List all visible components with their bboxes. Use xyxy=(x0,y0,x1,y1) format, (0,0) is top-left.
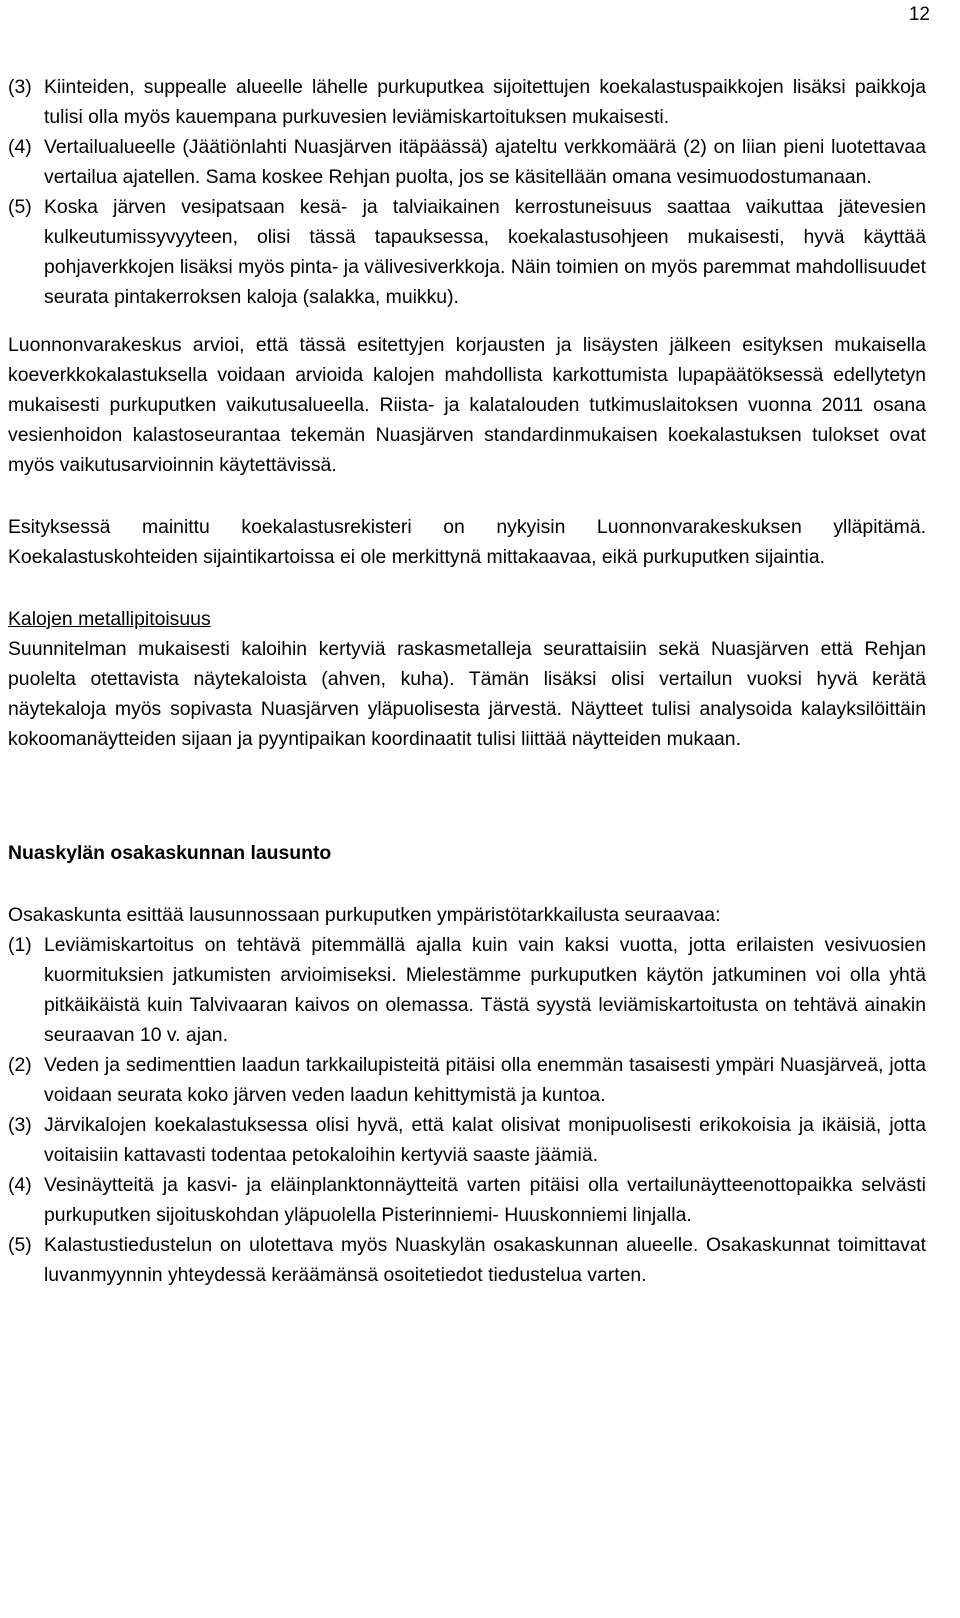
register-paragraph: Esityksessä mainittu koekalastusrekisteri on nykyisin Luonnonvarakeskuksen ylläpitämä. Koekalastuskohteiden sijaintikartoissa ei ole merkittynä mittakaavaa, eikä purkuputken sijaintia. xyxy=(8,516,926,568)
list-item-text: Kalastustiedustelun on ulotettava myös Nuaskylän osakaskunnan alueelle. Osakaskunnat toimittavat luvanmyynnin yhteydessä keräämänsä osoitetiedot tiedustelua varten. xyxy=(44,1234,926,1286)
list-item xyxy=(8,930,926,1050)
page-number: 12 xyxy=(908,4,930,25)
list-item-text: Järvikalojen koekalastuksessa olisi hyvä, että kalat olisivat monipuolisesti erikokoisia ja ikäisiä, jotta voitaisiin kattavasti todentaa petokaloihin kertyviä saaste jäämiä. xyxy=(44,1114,926,1166)
metals-paragraph: Suunnitelman mukaisesti kaloihin kertyviä raskasmetalleja seurattaisiin sekä Nuasjärven että Rehjan puolelta otettavista näytekaloista (ahven, kuha). Tämän lisäksi olisi vertailun vuoksi hyvä kerätä näytekaloja myös sopivasta Nuasjärven yläpuolisesta järvestä. Näytteet tulisi analysoida kalayksilöittäin kokoomanäytteiden sijaan ja pyyntipaikan koordinaatit tulisi liittää näytteiden mukaan. xyxy=(8,638,926,750)
list-item-number: (2) xyxy=(8,1054,32,1076)
list-item-number: (4) xyxy=(8,136,32,158)
assessment-paragraph: Luonnonvarakeskus arvioi, että tässä esitettyjen korjausten ja lisäysten jälkeen esityksen mukaisella koeverkkokalastuksella voidaan arvioida kalojen mahdollista karkottumista lupapäätöksessä edellytetyn mukaisesti purkuputken vaikutusalueella. Riista- ja kalatalouden tutkimuslaitoksen vuonna 2011 osana vesienhoidon kalastoseurantaa tekemän Nuasjärven standardinmukaisen koekalastuksen tulokset ovat myös vaikutusarvioinnin käytettävissä. xyxy=(8,334,926,476)
list-item xyxy=(8,1230,926,1290)
section-heading: Nuaskylän osakaskunnan lausunto xyxy=(8,842,332,864)
list-item-number: (5) xyxy=(8,1234,32,1256)
comment-list-top xyxy=(8,72,926,312)
list-item-text: Vesinäytteitä ja kasvi- ja eläinplanktonnäytteitä varten pitäisi olla vertailunäytteenottopaikka selvästi purkuputken sijoituskohdan yläpuolella Pisterinniemi- Huuskonniemi linjalla. xyxy=(44,1174,926,1226)
list-item-text: Veden ja sedimenttien laadun tarkkailupisteitä pitäisi olla enemmän tasaisesti ympäri Nuasjärveä, jotta voidaan seurata koko järven veden laadun kehittymistä ja kuntoa. xyxy=(44,1054,926,1106)
list-item xyxy=(8,192,926,312)
document-body xyxy=(8,72,926,1290)
list-item xyxy=(8,1110,926,1170)
intro-paragraph: Osakaskunta esittää lausunnossaan purkuputken ympäristötarkkailusta seuraavaa: xyxy=(8,904,721,926)
list-item xyxy=(8,1050,926,1110)
list-item xyxy=(8,1170,926,1230)
list-item-number: (5) xyxy=(8,196,32,218)
spacer xyxy=(8,312,926,330)
list-item-number: (4) xyxy=(8,1174,32,1196)
list-item-number: (3) xyxy=(8,76,32,98)
list-item-text: Koska järven vesipatsaan kesä- ja talviaikainen kerrostuneisuus saattaa vaikuttaa jätevesien kulkeutumissyvyyteen, olisi tässä tapauksessa, koekalastusohjeen mukaisesti, hyvä käyttää pohjaverkkojen lisäksi myös pinta- ja välivesiverkkoja. Näin toimien on myös paremmat mahdollisuudet seurata pintakerroksen kaloja (salakka, muikku). xyxy=(44,196,926,308)
list-item-number: (3) xyxy=(8,1114,32,1136)
list-item xyxy=(8,132,926,192)
list-item-text: Vertailualueelle (Jäätiönlahti Nuasjärven itäpäässä) ajateltu verkkomäärä (2) on liian pieni luotettavaa vertailua ajatellen. Sama koskee Rehjan puolta, jos se käsitellään omana vesimuodostumanaan. xyxy=(44,136,926,188)
list-item-number: (1) xyxy=(8,934,32,956)
comment-list-bottom xyxy=(8,930,926,1290)
list-item-text: Kiinteiden, suppealle alueelle lähelle purkuputkea sijoitettujen koekalastuspaikkojen lisäksi paikkoja tulisi olla myös kauempana purkuvesien leviämiskartoituksen mukaisesti. xyxy=(44,76,926,128)
metals-subheading: Kalojen metallipitoisuus xyxy=(8,608,211,630)
list-item-text: Leviämiskartoitus on tehtävä pitemmällä ajalla kuin vain kaksi vuotta, jotta erilaisten vesivuosien kuormituksien jatkumisten arvioimiseksi. Mielestämme purkuputken käytön jatkuminen voi olla yhtä pitkäikäistä kuin Talvivaaran kaivos on olemassa. Tästä syystä leviämiskartoitusta on tehtävä ainakin seuraavan 10 v. ajan. xyxy=(44,934,926,1046)
list-item xyxy=(8,72,926,132)
